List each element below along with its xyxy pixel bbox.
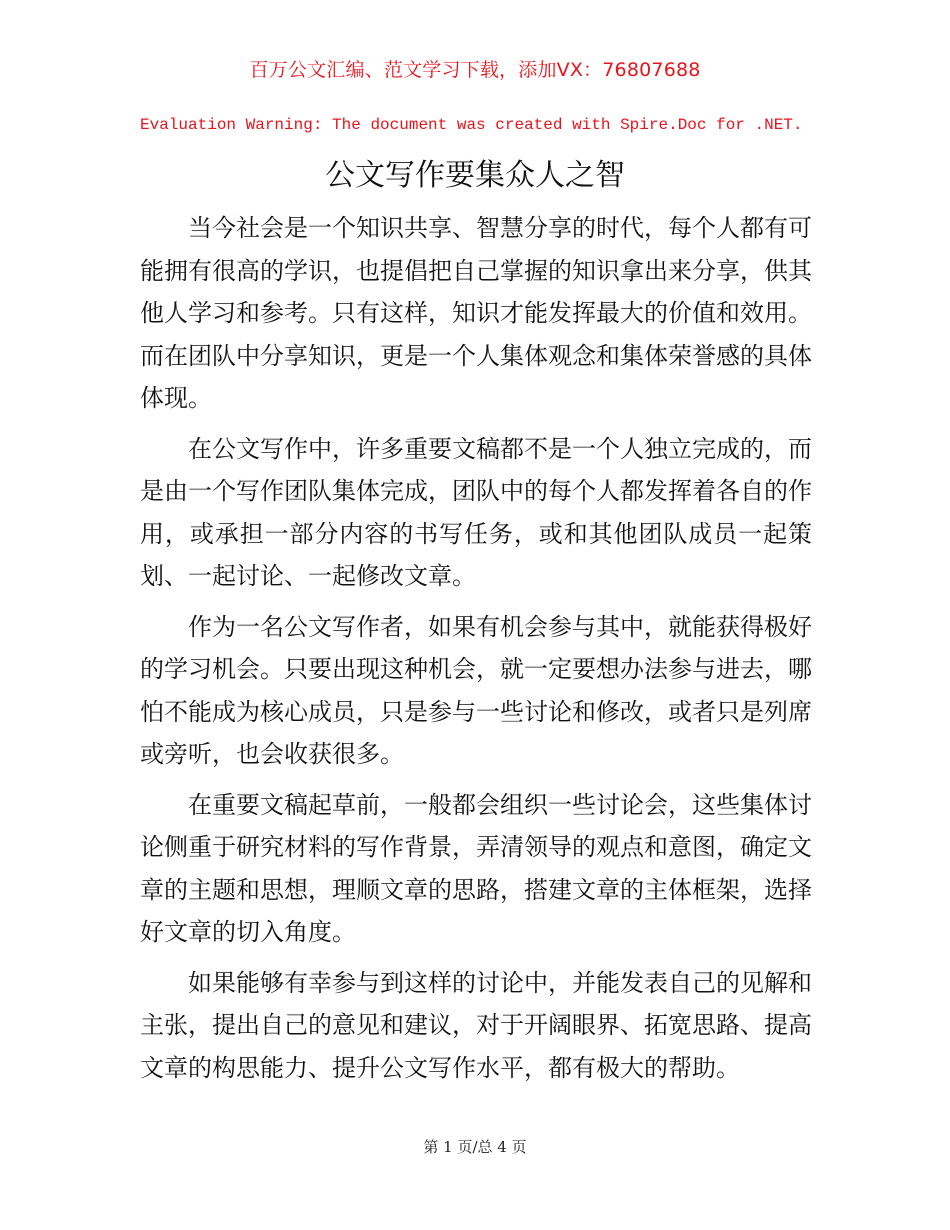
document-body [140,207,812,1097]
paragraph-3: 作为一名公文写作者，如果有机会参与其中，就能获得极好的学习机会。只要出现这种机会，就一定要想办法参与进去，哪怕不能成为核心成员，只是参与一些讨论和修改，或者只是列席或旁听，也会收获很多。 [140,612,812,768]
paragraph-2: 在公文写作中，许多重要文稿都不是一个人独立完成的，而是由一个写作团队集体完成，团队中的每个人都发挥着各自的作用，或承担一部分内容的书写任务，或和其他团队成员一起策划、一起讨论、一起修改文章。 [140,434,812,590]
evaluation-warning: Evaluation Warning: The document was created with Spire.Doc for .NET. [140,116,803,134]
paragraph-5: 如果能够有幸参与到这样的讨论中，并能发表自己的见解和主张，提出自己的意见和建议，对于开阔眼界、拓宽思路、提高文章的构思能力、提升公文写作水平，都有极大的帮助。 [140,968,812,1082]
document-title: 公文写作要集众人之智 [325,158,625,193]
paragraph-1: 当今社会是一个知识共享、智慧分享的时代，每个人都有可能拥有很高的学识，也提倡把自己掌握的知识拿出来分享，供其他人学习和参考。只有这样，知识才能发挥最大的价值和效用。而在团队中分享知识，更是一个人集体观念和集体荣誉感的具体体现。 [140,214,812,412]
page-number-footer: 第 1 页/总 4 页 [423,1138,527,1156]
paragraph-4: 在重要文稿起草前，一般都会组织一些讨论会，这些集体讨论侧重于研究材料的写作背景，弄清领导的观点和意图，确定文章的主题和思想，理顺文章的思路，搭建文章的主体框架，选择好文章的切入角度。 [140,790,812,946]
download-banner: 百万公文汇编、范文学习下载，添加VX：76807688 [249,59,701,81]
